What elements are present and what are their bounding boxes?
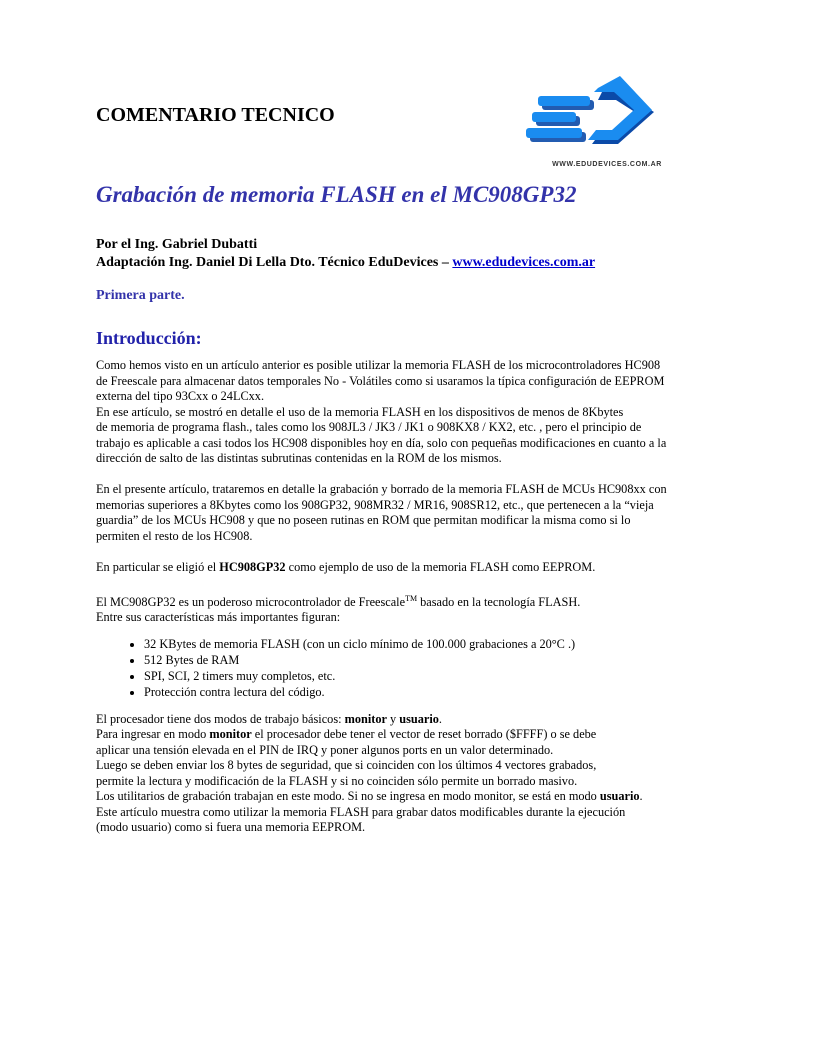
features-list [96,636,736,700]
author-line: Por el Ing. Gabriel Dubatti [96,237,258,252]
document-title: Grabación de memoria FLASH en el MC908GP32 [96,182,577,207]
edudevices-link[interactable]: www.edudevices.com.ar [452,255,596,270]
paragraph-scope: En el presente artículo, trataremos en detalle la grabación y borrado de la memoria FLASH de MCUs HC908xx con memorias superiores a 8Kbytes como los 908GP32, 908MR32 / MR16, 908SR12, etc., que pertenecen a la “vieja guardia” de los MCUs HC908 y que no poseen rutinas en ROM que permitan modificar la misma como si lo permiten el resto de los HC908. [96,482,667,543]
author-block [96,236,595,272]
bold-hc908gp32: HC908GP32 [219,559,286,574]
section-heading: Introducción: [96,328,202,348]
list-item: • Protección contra lectura del código. [144,684,736,700]
list-item: • SPI, SCI, 2 timers muy completos, etc. [144,668,736,684]
part-label: Primera parte. [96,288,185,303]
trademark-sup: TM [405,593,418,603]
logo-url-text: WWW.EDUDEVICES.COM.AR [552,161,662,168]
list-item: • 32 KBytes de memoria FLASH (con un ciclo mínimo de 100.000 grabaciones a 20°C .) [144,636,736,652]
paragraph-modes: El procesador tiene dos modos de trabajo básicos: monitor y usuario. Para ingresar en modo monitor el procesador debe tener el vector de reset borrado ($FFFF) o se debe aplicar una tensión elevada en el PIN de IRQ y poner algunos ports en un valor determinado. Luego se deben enviar los 8 bytes de seguridad, que si coinciden con los últimos 4 vectores grabados, permite la lectura y modificación de la FLASH y si no coinciden sólo permite un borrado masivo. Los utilitarios de grabación trabajan en este modo. Si no se ingresa en modo monitor, se está en modo usuario. Este artículo muestra como utilizar la memoria FLASH para grabar datos modificables durante la ejecución (modo usuario) como si fuera una memoria EEPROM. [96,711,643,835]
logo-graphic [522,68,692,156]
adaptation-line [96,254,595,272]
adaptation-text: Adaptación Ing. Daniel Di Lella Dto. Técnico EduDevices – [96,255,453,270]
list-item: • 512 Bytes de RAM [144,652,736,668]
article-body [96,358,736,851]
header-title: COMENTARIO TECNICO [96,104,335,126]
edudevices-logo [522,68,692,168]
paragraph-mcu: El MC908GP32 es un poderoso microcontrolador de Freescale™ basado en la tecnología FLASH. Entre sus características más importantes figuran: [96,593,581,625]
paragraph-choice: En particular se eligió el HC908GP32 como ejemplo de uso de la memoria FLASH como EEPROM. [96,559,596,574]
paragraph-intro: Como hemos visto en un artículo anterior es posible utilizar la memoria FLASH de los microcontroladores HC908 de Freescale para almacenar datos temporales No - Volátiles como si usaramos la típica configuración de EEPROM externa del tipo 93Cxx o 24LCxx. En ese artículo, se mostró en detalle el uso de la memoria FLASH en los dispositivos de menos de 8Kbytes de memoria de programa flash., tales como los 908JL3 / JK3 / JK1 o 908KX8 / KX2, etc. , pero el principio de trabajo es aplicable a casi todos los HC908 disponibles hoy en día, solo con pequeñas modificaciones en cuanto a la dirección de salto de las distintas subrutinas contenidas en la ROM de los mismos. [96,358,667,465]
